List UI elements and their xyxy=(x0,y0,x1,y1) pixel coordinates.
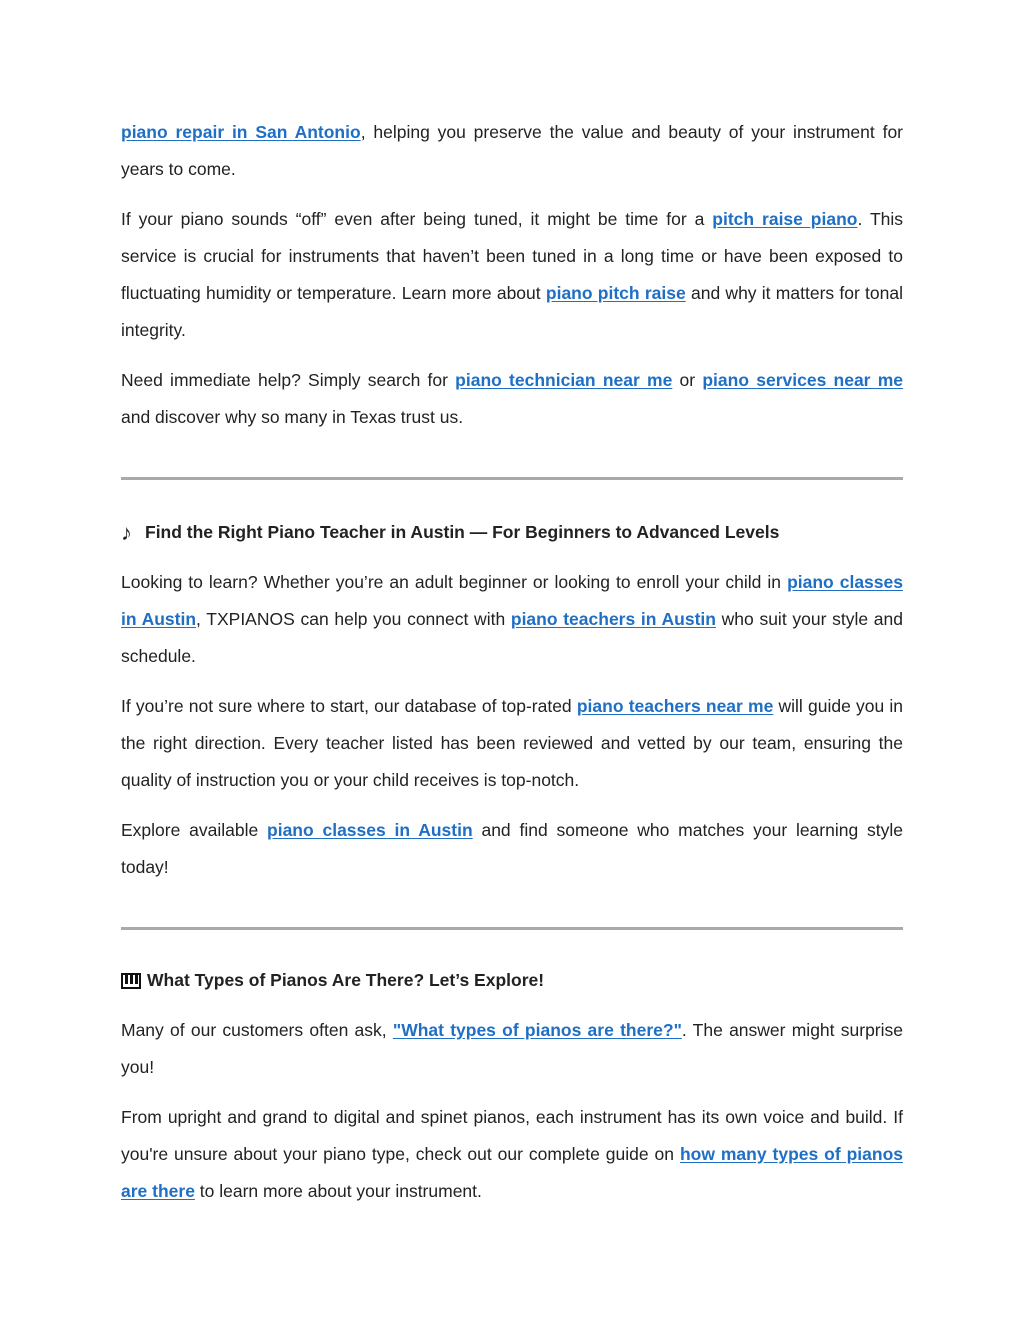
paragraph-san-antonio xyxy=(121,114,903,188)
paragraph-text: and discover why so many in Texas trust us. xyxy=(121,407,464,427)
paragraph-text: , TXPIANOS can help you connect with xyxy=(196,609,511,629)
paragraph-text: and why it matters for tonal integrity. xyxy=(121,283,904,340)
paragraph-text: If you’re not sure where to start, our database of top-rated xyxy=(121,696,577,716)
paragraph-text: , helping you preserve the value and beauty of your instrument for years to come. xyxy=(121,122,903,179)
paragraph-text: Looking to learn? Whether you’re an adult beginner or looking to enroll your child in xyxy=(121,572,788,592)
paragraph-upright-grand xyxy=(121,1099,903,1210)
paragraph-text: . The answer might surprise you! xyxy=(121,1020,904,1077)
paragraph-text: Explore available xyxy=(121,820,268,840)
paragraph-customers-ask xyxy=(121,1012,903,1086)
paragraph-text: and find someone who matches your learning style today! xyxy=(121,820,903,877)
paragraph-text: who suit your style and schedule. xyxy=(121,609,903,666)
document-content xyxy=(121,114,903,1223)
paragraph-text: From upright and grand to digital and spinet pianos, each instrument has its own voice and build. If you're unsure about your piano type, check out our complete guide on xyxy=(121,1107,903,1164)
link-piano-pitch-raise[interactable]: piano pitch raise xyxy=(545,283,686,303)
section-divider xyxy=(121,927,903,930)
paragraph-text: . This service is crucial for instruments that haven’t been tuned in a long time or have been exposed to fluctuating humidity or temperature. Learn more about xyxy=(121,209,904,303)
paragraph-pitch-raise xyxy=(121,201,903,349)
heading-text: What Types of Pianos Are There? Let’s Explore! xyxy=(147,970,545,990)
heading-types-of-pianos xyxy=(121,962,903,999)
paragraph-text: If your piano sounds “off” even after being tuned, it might be time for a xyxy=(121,209,713,229)
link-piano-teachers-near-me[interactable]: piano teachers near me xyxy=(576,696,774,716)
link-what-types-of-pianos[interactable]: "What types of pianos are there?" xyxy=(392,1020,682,1040)
paragraph-database xyxy=(121,688,903,799)
section-divider xyxy=(121,477,903,480)
paragraph-explore xyxy=(121,812,903,886)
link-how-many-types-of-pianos[interactable]: how many types of pianos are there xyxy=(121,1144,903,1201)
music-note-icon: ♪ xyxy=(121,520,132,545)
link-pitch-raise-piano[interactable]: pitch raise piano xyxy=(712,209,858,229)
paragraph-immediate-help xyxy=(121,362,903,436)
link-piano-classes-austin-2[interactable]: piano classes in Austin xyxy=(267,820,473,840)
paragraph-text: Need immediate help? Simply search for xyxy=(121,370,456,390)
heading-text: Find the Right Piano Teacher in Austin — For Beginners to Advanced Levels xyxy=(145,522,780,542)
heading-piano-teacher-austin xyxy=(121,514,903,551)
paragraph-text: Many of our customers often ask, xyxy=(121,1020,393,1040)
paragraph-text: will guide you in the right direction. Every teacher listed has been reviewed and vetted by our team, ensuring the quality of instruction you or your child receives is top-notch. xyxy=(121,696,904,790)
link-piano-classes-austin[interactable]: piano classes in Austin xyxy=(121,572,903,629)
link-piano-repair-san-antonio[interactable]: piano repair in San Antonio xyxy=(121,122,361,142)
paragraph-text: to learn more about your instrument. xyxy=(194,1181,482,1201)
paragraph-looking-to-learn xyxy=(121,564,903,675)
link-piano-services-near-me[interactable]: piano services near me xyxy=(702,370,904,390)
link-piano-technician-near-me[interactable]: piano technician near me xyxy=(455,370,673,390)
piano-keys-icon xyxy=(121,973,141,989)
paragraph-text: or xyxy=(672,370,703,390)
link-piano-teachers-austin[interactable]: piano teachers in Austin xyxy=(510,609,716,629)
